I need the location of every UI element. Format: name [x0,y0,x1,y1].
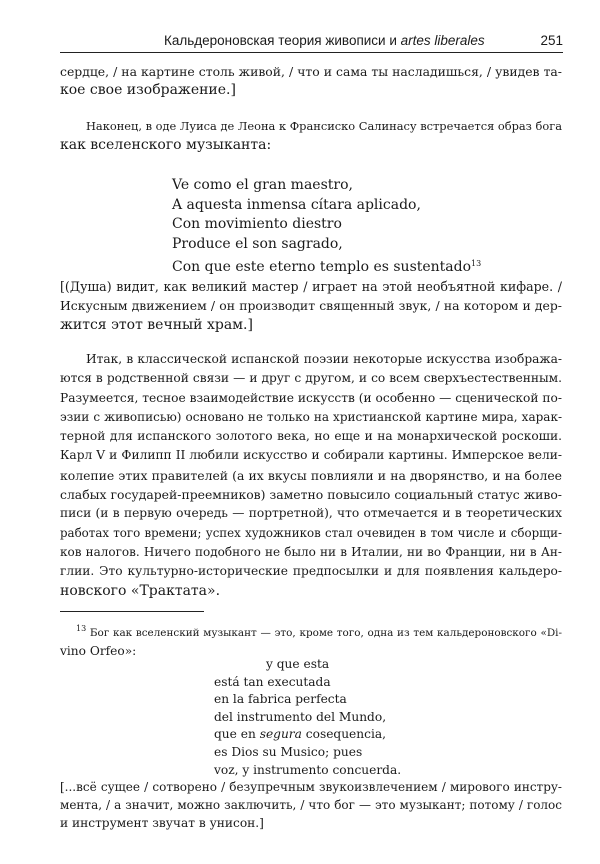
verse-line: en la fabrica perfecta [214,692,347,707]
footnote-verse [214,656,401,779]
verse-line [172,254,481,278]
text-line: писи (и в первую очередь — портретной), что отмечается и в теоретических [60,506,562,521]
footnote-reference: 13 [471,259,482,268]
verse-line: y que esta [266,657,330,671]
verse-line: que en segura cosequencia, [214,727,386,742]
verse-line: es Dios su Musico; pues [214,744,363,759]
text-line: эзии с живописью) основано не только на христианской картине мира, харак- [60,409,562,424]
running-title-main: Кальдероновская теория живописи и [164,33,401,48]
running-title [164,33,485,48]
verse-line: Produce el son sagrado, [172,235,343,252]
footnote-divider [60,611,204,612]
text-line: Наконец, в оде Луиса де Леона к Франсиско Салинасу встречается образ бога [86,119,562,133]
verse-quote [172,176,481,278]
paragraph-3 [60,277,562,335]
verse-line: está tan executada [214,674,331,689]
paragraph-2 [60,117,562,156]
page-number: 251 [540,33,563,48]
text-line: [(Душа) видит, как великий мастер / играет на этой необъятной кифаре. / [60,279,562,294]
footnote-intro [60,620,562,660]
text-line [60,620,562,642]
text-line: колепие этих правителей (а их вкусы повлияли и на дворянство, и на более [60,467,562,483]
paragraph-1 [60,62,562,101]
text-line: терной для испанского золотого века, но еще и на монархической роскоши. [60,429,562,444]
text-line: Искусным движением / он производит священный звук, / на котором и дер- [60,298,562,314]
verse-line: del instrumento del Mundo, [214,709,387,724]
text-line: слабых государей-преемников) заметно повысило социальный статус живо- [60,487,562,503]
verse-line: A aquesta inmensa cítara aplicado, [172,196,421,213]
paragraph-4 [60,350,562,601]
text-line: Разумеется, тесное взаимодействие искусств (и особенно — сценической по- [60,390,562,405]
text-line: и инструмент звучат в унисон.] [60,816,264,830]
text-line: Итак, в классической испанской поэзии некоторые искусства изобража- [86,352,562,366]
italic-word: segura [259,727,302,742]
footnote-text: Бог как вселенский музыкант — это, кроме того, одна из тем кальдероновского «Di- [89,627,563,639]
footnote-number: 13 [76,624,87,633]
text-line: ков налогов. Ничего подобного не было ни в Италии, ни во Франции, ни в Ан- [60,544,562,559]
verse-line: voz, y instrumento concuerda. [214,762,402,777]
verse-line: Con movimiento diestro [172,216,342,232]
text-line: [...всё сущее / сотворено / безупречным звукоизвлечением / мирового инстру- [60,780,562,794]
text-line: глии. Это культурно-исторические предпосылки и для появления кальдеро- [60,564,562,579]
running-header [60,32,563,53]
text-line: как вселенского музыканта: [60,137,272,154]
text-line: жится этот вечный храм.] [60,316,253,333]
text-line: Карл V и Филипп II любили искусство и собирали картины. Имперское вели- [60,448,562,463]
text-line: ются в родственной связи — и друг с другом, и со всем сверхъестественным. [60,371,562,386]
running-title-italic: artes liberales [400,33,485,48]
text-line: кое свое изображение.] [60,82,236,99]
text-line: мента, / а значит, можно заключить, / что бог — это музыкант; потому / голос [60,798,562,812]
footnote-translation [60,778,562,832]
text-line: новского «Трактата». [60,582,221,599]
text-line: vino Orfeo»: [60,644,137,658]
text-line: работах того времени; успех художников стал очевиден в том числе и сборщи- [60,525,562,540]
verse-line: Ve como el gran maestro, [172,177,353,193]
verse-line-text: Con que este eterno templo es sustentado [172,259,472,275]
text-line: сердце, / на картине столь живой, / что и сама ты насладишься, / увидев та- [60,64,562,79]
